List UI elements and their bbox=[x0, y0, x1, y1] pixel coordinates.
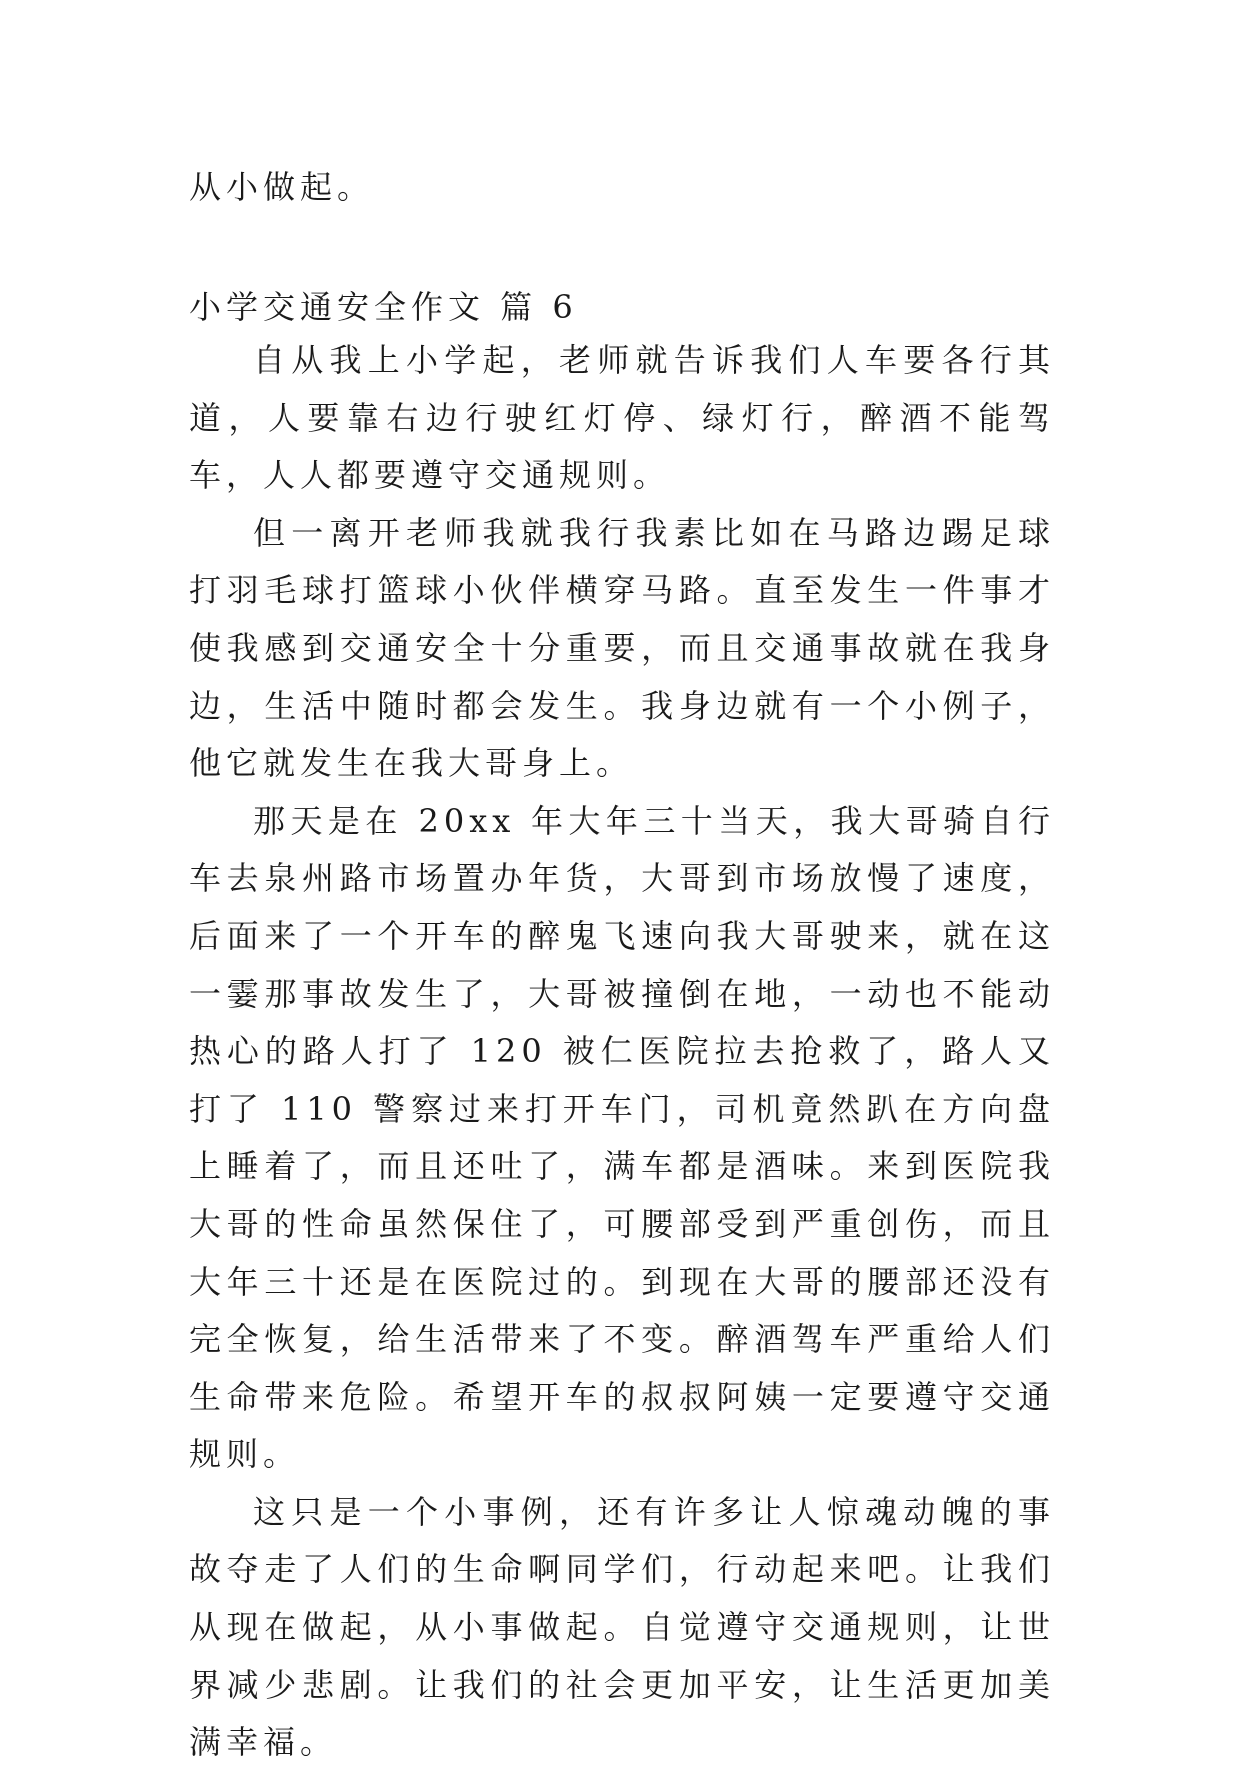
essay-title: 小学交通安全作文 篇 6 bbox=[189, 288, 578, 326]
paragraph-4: 这只是一个小事例，还有许多让人惊魂动魄的事故夺走了人们的生命啊同学们，行动起来吧。让我们从现在做起，从小事做起。自觉遵守交通规则，让世界减少悲剧。让我们的社会更加平安，让生活更加美满幸福。 bbox=[189, 1492, 1055, 1762]
essay-body bbox=[189, 332, 1055, 1772]
paragraph-2: 但一离开老师我就我行我素比如在马路边踢足球打羽毛球打篮球小伙伴横穿马路。直至发生一件事才使我感到交通安全十分重要，而且交通事故就在我身边，生活中随时都会发生。我身边就有一个小例子，他它就发生在我大哥身上。 bbox=[189, 513, 1055, 783]
paragraph-3: 那天是在 20xx 年大年三十当天，我大哥骑自行车去泉州路市场置办年货，大哥到市场放慢了速度，后面来了一个开车的醉鬼飞速向我大哥驶来，就在这一霎那事故发生了，大哥被撞倒在地，一动也不能动热心的路人打了 120 被仁医院拉去抢救了，路人又打了 110 警察过来打开车门，司机竟然趴在方向盘上睡着了，而且还吐了，满车都是酒味。来到医院我大哥的性命虽然保住了，可腰部受到严重创伤，而且大年三十还是在医院过的。到现在大哥的腰部还没有完全恢复，给生活带来了不变。醉酒驾车严重给人们生命带来危险。希望开车的叔叔阿姨一定要遵守交通规则。 bbox=[189, 801, 1055, 1474]
previous-essay-closing-line: 从小做起。 bbox=[189, 168, 375, 206]
paragraph-1: 自从我上小学起，老师就告诉我们人车要各行其道，人要靠右边行驶红灯停、绿灯行，醉酒不能驾车，人人都要遵守交通规则。 bbox=[189, 341, 1055, 495]
